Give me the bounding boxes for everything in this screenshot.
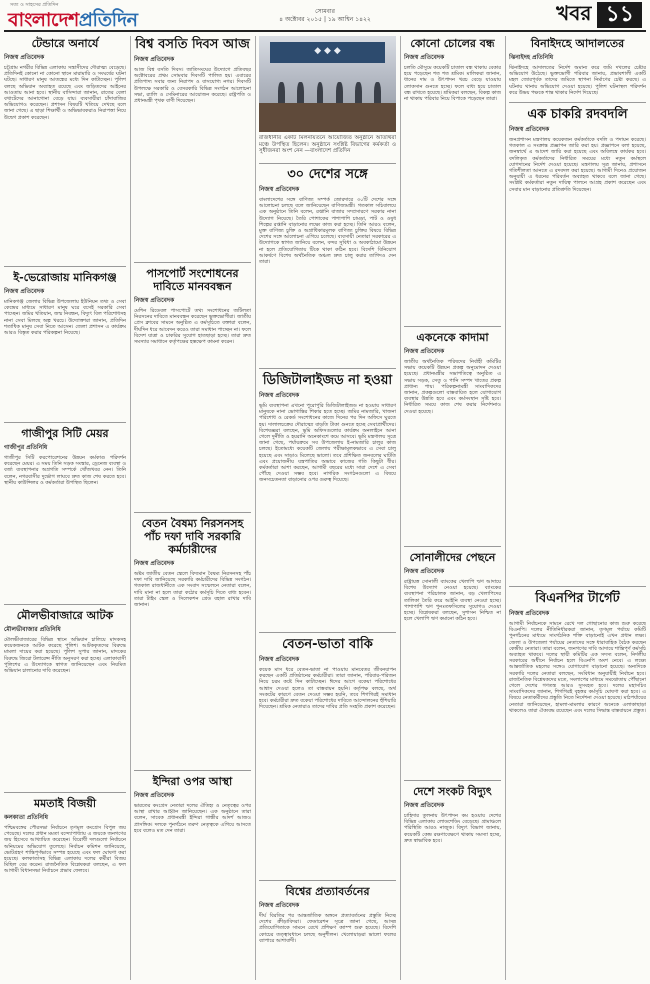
headline: একনেকে কাদামা (416, 331, 489, 344)
byline: নিজস্ব প্রতিবেদক (4, 54, 45, 61)
photo-person (297, 82, 304, 105)
headline: দেশে সংকট বিদ্যুৎ (413, 785, 492, 798)
headline: মমতাই বিজয়ী (34, 797, 96, 810)
article-body: কয়েক মাস ধরে বেতন-ভাতা না পাওয়ায় মানবেতর জীবনযাপন করছেন একটি প্রতিষ্ঠানের কর্মচারীরা। তারা জানান, পরিবার-পরিজন নিয়ে চরম কষ্টে দিন কাটাচ্ছেন। ঈদের আগে বকেয়া পরিশোধের আশ্বাস দেওয়া হলেও তা বাস্তবায়ন হয়নি। কর্তৃপক্ষ বলছে, অর্থ সংকটের কারণে বেতন দেওয়া সম্ভব হয়নি, তবে শিগগিরই সমাধান হবে। কর্মচারীরা দ্রুত বকেয়া পরিশোধের দাবিতে আন্দোলনের হুঁশিয়ারি দিয়েছেন। শ্রমিক নেতারাও তাদের দাবির প্রতি সংহতি প্রকাশ করেছেন। (259, 667, 396, 711)
article-a1[interactable] (4, 36, 126, 264)
headline: পাসপোর্ট সংশোধনের দাবিতে মানববন্ধন (146, 267, 239, 293)
page-number: ১১ (597, 2, 642, 28)
section-name: খবর (556, 0, 592, 25)
article-divider (259, 632, 396, 633)
headline: বিএনপির টার্গেট (535, 591, 620, 606)
article-d3[interactable] (404, 550, 501, 734)
logo-main: বাংলাদেশ (8, 9, 79, 31)
photo-person (355, 82, 362, 105)
headline: কোনো চোলের বন্ধ (410, 37, 495, 50)
article-body: গাজীপুর সিটি করপোরেশনের উন্নয়ন কর্মকাণ্ড পরিদর্শন করেছেন মেয়র। এ সময় তিনি সড়ক সংস্কার, ড্রেনেজ ব্যবস্থা ও বর্জ্য ব্যবস্থাপনার অগ্রগতি সম্পর্কে খোঁজখবর নেন। তিনি বলেন, নগরবাসীর দুর্ভোগ লাঘবে দ্রুত কাজ শেষ করতে হবে। স্থানীয় কাউন্সিলর ও কর্মকর্তারা উপস্থিত ছিলেন। (4, 455, 126, 486)
article-body: আগামী নির্বাচনকে সামনে রেখে দল গোছানোর কাজ শুরু করেছে বিএনপি। দলের নীতিনির্ধারকরা জানান, তৃণমূল পর্যায়ে কমিটি পুনর্গঠনের মাধ্যমে সাংগঠনিক শক্তি বাড়ানোই এখন প্রধান লক্ষ্য। জেলা ও উপজেলা পর্যায়ের নেতাদের সঙ্গে ধারাবাহিক বৈঠক করছেন কেন্দ্রীয় নেতারা। তারা বলেন, জনগণের দাবি আদায়ে শান্তিপূর্ণ কর্মসূচি অব্যাহত থাকবে। দলের স্থায়ী কমিটির এক সদস্য বলেন, নির্দলীয় সরকারের অধীনে নির্বাচন হলে বিএনপি অংশ নেবে। এ লক্ষ্যে আন্তর্জাতিক মহলের সঙ্গেও যোগাযোগ বাড়ানো হয়েছে। অন্যদিকে সরকারি দলের নেতারা বলছেন, সংবিধান অনুযায়ীই নির্বাচন হবে। রাজনৈতিক বিশ্লেষকদের মতে, সংলাপের মাধ্যমে সমঝোতায় পৌঁছানো গেলে দেশের গণতন্ত্র আরও সুসংহত হবে। দলের মহাসচিব সাংবাদিকদের জানান, শিগগিরই বৃহত্তর কর্মসূচি ঘোষণা করা হবে। এ বিষয়ে নেতাকর্মীদের প্রস্তুতি নিতে নির্দেশনা দেওয়া হয়েছে। মাঠপর্যায়ের নেতারা জানিয়েছেন, হামলা-মামলার কারণে অনেকে এলাকাছাড়া থাকলেও তারা ঐক্যবদ্ধ রয়েছেন এবং দলের সিদ্ধান্ত বাস্তবায়নে প্রস্তুত। (509, 621, 646, 714)
logo-accent: প্রতিদিন (78, 9, 138, 31)
photo-person (374, 82, 381, 105)
article-body: জনপ্রশাসন মন্ত্রণালয় কয়েকজন কর্মকর্তাকে বদলি ও পদায়ন করেছে। গতকাল এ সংক্রান্ত প্রজ্ঞাপন জারি করা হয়। প্রজ্ঞাপনে বলা হয়েছে, জনস্বার্থে এ আদেশ জারি করা হয়েছে এবং অবিলম্বে কার্যকর হবে। বদলিকৃত কর্মকর্তাদের নির্ধারিত সময়ের মধ্যে নতুন কর্মস্থলে যোগদানের নির্দেশ দেওয়া হয়েছে। মন্ত্রণালয় সূত্র জানায়, প্রশাসনে গতিশীলতা আনতে এ রদবদল করা হয়েছে। আগামী দিনেও প্রয়োজন অনুযায়ী এ ধরনের পরিবর্তন অব্যাহত থাকবে বলে জানা গেছে। সংশ্লিষ্ট কর্মকর্তারা নতুন দায়িত্ব পালনে আগ্রহ প্রকাশ করেছেন এবং সেবার মান বাড়ানোর প্রতিশ্রুতি দিয়েছেন। (509, 137, 646, 193)
column-divider (255, 36, 256, 980)
article-divider (4, 266, 126, 267)
column-divider (130, 36, 131, 980)
article-e3[interactable] (509, 590, 646, 980)
photo-person (336, 82, 343, 105)
headline: ৩০ দেশের সঙ্গে (287, 167, 368, 182)
byline: নিজস্ব প্রতিবেদক (134, 56, 175, 63)
article-e2[interactable] (509, 106, 646, 394)
article-b3[interactable] (134, 516, 251, 756)
article-divider (134, 770, 251, 771)
headline: ইন্দিরা ওপর আস্থা (152, 775, 233, 788)
article-divider (259, 163, 396, 164)
article-d2[interactable] (404, 330, 501, 520)
byline: নিজস্ব প্রতিবেদক (4, 288, 45, 295)
photo-person (278, 82, 285, 105)
article-b2[interactable] (134, 266, 251, 426)
logo-tagline: সত্য ও সাহসের প্রতিদিন (10, 2, 59, 8)
byline: নিজস্ব প্রতিবেদক (134, 297, 175, 304)
headline: টেন্ডারে অনার্যে (31, 37, 99, 50)
byline: নিজস্ব প্রতিবেদক (509, 126, 550, 133)
byline: নিজস্ব প্রতিবেদক (259, 902, 300, 909)
column-divider (505, 36, 506, 980)
headline: সোনালীদের পেছনে (409, 551, 496, 564)
photo-caption: রাজধানীর একটি মিলনায়তনে আয়োজিত অনুষ্ঠানে অতিথিরা মঞ্চে উপস্থিত ছিলেন। অনুষ্ঠানে সংশ্লিষ্ট বিভাগের কর্মকর্তা ও সুধীজনরা অংশ নেন —বাংলাদেশ প্রতিদিন (259, 135, 396, 154)
photo-caption-block (259, 135, 396, 161)
article-divider (134, 512, 251, 513)
byline: নিজস্ব প্রতিবেদক (509, 610, 550, 617)
banner-text: ◆ ◆ ◆ (314, 45, 341, 56)
article-body: চট্টগ্রাম নগরীর বিভিন্ন এলাকায় সন্ত্রাসীদের দৌরাত্ম্য বেড়েছে। প্রতিদিনই কোনো না কোনো স্থানে মারামারি ও সংঘর্ষের ঘটনা ঘটছে। সাধারণ মানুষ আতঙ্কের মধ্যে দিন কাটাচ্ছেন। পুলিশ বলছে অভিযান অব্যাহত রয়েছে এবং জড়িতদের আইনের আওতায় আনা হবে। স্থানীয় বাসিন্দারা জানান, রাতের বেলা বখাটেদের আনাগোনা বেড়ে যায়। ব্যবসায়ীরা চাঁদাবাজির অভিযোগও করেছেন। প্রশাসন বিষয়টি খতিয়ে দেখছে বলে জানা গেছে। এ ছাড়া শিক্ষার্থী ও অভিভাবকরাও নিরাপত্তা নিয়ে উদ্বেগ প্রকাশ করেছেন। (4, 65, 126, 121)
byline: কলকাতা প্রতিনিধি (4, 814, 49, 821)
article-c3[interactable] (259, 636, 396, 796)
byline: ঝিনাইদহ প্রতিনিধি (509, 54, 554, 61)
date-line (0, 8, 650, 24)
article-body: মৌলভীবাজারের বিভিন্ন স্থানে অভিযান চালিয়ে মাদকসহ কয়েকজনকে আটক করেছে পুলিশ। আটককৃতদের বিরুদ্ধে মামলা দায়ের করা হয়েছে। পুলিশ সুপার জানান, মাদকের বিরুদ্ধে জিরো টলারেন্স নীতি অনুসরণ করা হচ্ছে। এলাকাবাসী পুলিশের এ উদ্যোগকে স্বাগত জানিয়েছেন এবং নিয়মিত অভিযান চালানোর দাবি করেছেন। (4, 637, 126, 675)
article-divider (4, 604, 126, 605)
headline: বেতন বৈষম্য নিরসনসহ পাঁচ দফা দাবি সরকারি কর্মচারীদের (141, 517, 244, 556)
article-body: অষ্টম জাতীয় বেতন স্কেলে বিদ্যমান বৈষম্য নিরসনসহ পাঁচ দফা দাবি জানিয়েছে সরকারি কর্মচারীদের বিভিন্ন সংগঠন। গতকাল রাজধানীতে এক সংবাদ সম্মেলনে নেতারা বলেন, দাবি মানা না হলে তারা কঠোর কর্মসূচি দিতে বাধ্য হবেন। তারা টাইম স্কেল ও সিলেকশন গ্রেড বহাল রাখার দাবি জানান। (134, 571, 251, 609)
article-body: রাষ্ট্রায়ত্ত সোনালী ব্যাংকের খেলাপি ঋণ আদায়ে বিশেষ উদ্যোগ নেওয়া হয়েছে। ব্যাংকের ব্যবস্থাপনা পরিচালক জানান, বড় খেলাপিদের তালিকা তৈরি করে আইনি ব্যবস্থা নেওয়া হচ্ছে। পাশাপাশি ঋণ পুনঃতফসিলের সুযোগও দেওয়া হচ্ছে। বিশ্লেষকরা বলছেন, সুশাসন নিশ্চিত না হলে খেলাপি ঋণ কমানো কঠিন হবে। (404, 579, 501, 623)
article-a3[interactable] (4, 426, 126, 602)
article-body: আজ বিশ্ব বসতি দিবস। জাতিসংঘের উদ্যোগে প্রতিবছর অক্টোবরের প্রথম সোমবার দিবসটি পালিত হয়। এবারের প্রতিপাদ্য সবার জন্য নিরাপদ ও বাসযোগ্য নগর। দিবসটি উপলক্ষে সরকারি ও বেসরকারি বিভিন্ন সংগঠন আলোচনা সভা, র‌্যালি ও সেমিনারের আয়োজন করেছে। রাষ্ট্রপতি ও প্রধানমন্ত্রী পৃথক বাণী দিয়েছেন। (134, 67, 251, 105)
article-body: ঝিনাইদহে আদালতের নির্দেশ অমান্য করে জমি দখলের চেষ্টার অভিযোগ উঠেছে। ভুক্তভোগী পরিবার জানায়, প্রভাবশালী একটি মহল জোরপূর্বক তাদের জমিতে স্থাপনা নির্মাণের চেষ্টা করছে। এ ঘটনায় থানায় অভিযোগ দেওয়া হয়েছে। পুলিশ ঘটনাস্থল পরিদর্শন করে উভয় পক্ষকে শান্ত থাকার নির্দেশ দিয়েছে। (509, 65, 646, 96)
article-divider (509, 586, 646, 587)
byline: নিজস্ব প্রতিবেদক (404, 54, 445, 61)
headline: ডিজিটালাইজড না হওয়া (262, 373, 393, 388)
byline: নিজস্ব প্রতিবেদক (404, 802, 445, 809)
publication-date: ৪ অক্টোবর ২০১৫ | ১৯ আশ্বিন ১৪২২ (279, 16, 371, 23)
article-d1[interactable] (404, 36, 501, 232)
headline: বিনাইদহে আদালতের (530, 37, 625, 50)
headline: ই-ভেরোজায় মানিকগঞ্জ (13, 271, 117, 284)
article-a4[interactable] (4, 608, 126, 790)
column-divider (400, 36, 401, 980)
headline: গাজীপুর সিটি মেয়র (21, 427, 109, 440)
article-divider (4, 792, 126, 793)
article-a2[interactable] (4, 270, 126, 420)
byline: গাজীপুর প্রতিনিধি (4, 444, 48, 451)
byline: নিজস্ব প্রতিবেদক (404, 568, 445, 575)
article-e1[interactable] (509, 36, 646, 100)
article-divider (404, 546, 501, 547)
article-b4[interactable] (134, 774, 251, 980)
section-header (556, 2, 642, 28)
byline: নিজস্ব প্রতিবেদক (259, 392, 300, 399)
masthead-rule (4, 30, 646, 32)
byline: মৌলভীবাজার প্রতিনিধি (4, 626, 61, 633)
byline: নিজস্ব প্রতিবেদক (404, 348, 445, 355)
headline: এক চাকরি রদবদলি (527, 107, 628, 122)
headline: বেতন-ভাতা বাকি (282, 637, 373, 652)
article-divider (509, 102, 646, 103)
news-photo[interactable] (259, 36, 396, 132)
article-body: দীর্ঘ বিরতির পর আন্তর্জাতিক অঙ্গনে প্রত্যাবর্তনের প্রস্তুতি নিচ্ছে দেশের ক্রীড়াবিদরা। ফেডারেশন সূত্রে জানা গেছে, আসন্ন প্রতিযোগিতাকে সামনে রেখে প্রশিক্ষণ ক্যাম্প শুরু হয়েছে। বিদেশি কোচের তত্ত্বাবধানে চলছে অনুশীলন। খেলোয়াড়রা ভালো ফলের ব্যাপারে আশাবাদী। (259, 913, 396, 944)
byline: নিজস্ব প্রতিবেদক (134, 560, 175, 567)
photo-table (259, 103, 396, 132)
headline: বিশ্বের প্রত্যাবর্তনের (285, 885, 370, 898)
article-body: পশ্চিমবঙ্গের পৌরসভা নির্বাচনে তৃণমূল কংগ্রেস বিপুল জয় পেয়েছে। দলের প্রধান মমতা বন্দ্যোপাধ্যায় এ জয়কে জনগণের জয় হিসেবে আখ্যায়িত করেছেন। বিরোধী দলগুলো নির্বাচনে অনিয়মের অভিযোগ তুলেছে। নির্বাচন কমিশন জানিয়েছে, ভোটগ্রহণ শান্তিপূর্ণভাবে সম্পন্ন হয়েছে এবং ফল ঘোষণা করা হয়েছে। কলকাতাসহ বিভিন্ন এলাকায় দলের কর্মীরা বিজয় মিছিল বের করেন। রাজনৈতিক বিশ্লেষকরা বলছেন, এ ফল আগামী বিধানসভা নির্বাচনে প্রভাব ফেলবে। (4, 825, 126, 875)
weekday: সোমবার (315, 8, 335, 15)
article-divider (259, 368, 396, 369)
article-divider (4, 422, 126, 423)
article-body: মেশিন রিডেবল পাসপোর্টে তথ্য সংশোধনের জটিলতা নিরসনের দাবিতে মানববন্ধন করেছেন ভুক্তভোগীরা। জাতীয় প্রেস ক্লাবের সামনে অনুষ্ঠিত এ কর্মসূচিতে বক্তারা বলেন, দীর্ঘদিন ধরে আবেদন করেও তারা সমাধান পাচ্ছেন না। ফলে বিদেশ যাত্রা ও চাকরির সুযোগ হাতছাড়া হচ্ছে। তারা দ্রুত সমস্যার সমাধানে কর্তৃপক্ষের হস্তক্ষেপ কামনা করেন। (134, 308, 251, 346)
article-c2[interactable] (259, 372, 396, 630)
article-divider (259, 880, 396, 881)
article-c1[interactable] (259, 166, 396, 366)
article-divider (404, 326, 501, 327)
article-divider (404, 780, 501, 781)
article-body: চলতি মৌসুমে কয়েকটি চাতাল বন্ধ থাকায় বেকার হয়ে পড়েছেন শত শত শ্রমিক। মালিকরা জানান, ধানের দাম ও উৎপাদন খরচ বেড়ে যাওয়ায় লোকসান গুনতে হচ্ছে। ফলে বাধ্য হয়ে চাতাল বন্ধ রাখতে হয়েছে। শ্রমিকরা বলছেন, বিকল্প কাজ না থাকায় পরিবার নিয়ে বিপাকে পড়েছেন তারা। (404, 65, 501, 103)
article-a5[interactable] (4, 796, 126, 980)
byline: নিজস্ব প্রতিবেদক (134, 792, 175, 799)
byline: নিজস্ব প্রতিবেদক (259, 656, 300, 663)
article-c4[interactable] (259, 884, 396, 980)
article-body: ভূমি ব্যবস্থাপনা এখনো পুরোপুরি ডিজিটালাইজড না হওয়ায় সাধারণ মানুষকে নানা ভোগান্তির শিকার হতে হচ্ছে। জমির নামজারি, খাজনা পরিশোধ ও রেকর্ড সংশোধনের কাজে দিনের পর দিন অফিসে ঘুরতে হয়। দালালচক্রের দৌরাত্ম্যে বাড়তি টাকা গুনতে হচ্ছে সেবাপ্রার্থীদের। বিশেষজ্ঞরা বলছেন, ভূমি অফিসগুলোর কার্যক্রম অনলাইনে আনা গেলে দুর্নীতি ও হয়রানি অনেকাংশে কমে আসবে। ভূমি মন্ত্রণালয় সূত্রে জানা গেছে, পর্যায়ক্রমে সব উপজেলায় ই-নামজারি চালুর কাজ চলছে। ইতোমধ্যে কয়েকটি জেলায় পরীক্ষামূলকভাবে এ সেবা চালু হয়েছে এবং সাড়াও মিলেছে ভালো। তবে প্রশিক্ষিত জনবলের ঘাটতি এবং প্রয়োজনীয় যন্ত্রপাতির অভাবে কাজের গতি কিছুটা ধীর। কর্মকর্তারা আশা করছেন, আগামী বছরের মধ্যে সারা দেশে এ সেবা পৌঁছে দেওয়া সম্ভব হবে। নাগরিক সংগঠনগুলো এ বিষয়ে জনসচেতনতা বাড়ানোর ওপর গুরুত্ব দিয়েছে। (259, 403, 396, 484)
article-body: ভারতের কংগ্রেস নেতারা দলের ঐতিহ্য ও নেতৃত্বের ওপর আস্থা রাখার আহ্বান জানিয়েছেন। এক অনুষ্ঠানে তারা বলেন, সাবেক প্রধানমন্ত্রী ইন্দিরা গান্ধীর আদর্শ আজও প্রাসঙ্গিক। দলকে পুনর্গঠনে তরুণ নেতৃত্বকে এগিয়ে আসতে হবে বলেও মত দেন তারা। (134, 803, 251, 834)
article-b1[interactable] (134, 36, 251, 176)
byline: নিজস্ব প্রতিবেদক (259, 186, 300, 193)
article-body: চাহিদার তুলনায় উৎপাদন কম হওয়ায় দেশের বিভিন্ন এলাকায় লোডশেডিং বেড়েছে। গ্রামাঞ্চলে পরিস্থিতি আরও নাজুক। বিদ্যুৎ বিভাগ জানায়, কয়েকটি কেন্দ্র রক্ষণাবেক্ষণে থাকায় সমস্যা হচ্ছে, দ্রুত স্বাভাবিক হবে। (404, 813, 501, 844)
article-d4[interactable] (404, 784, 501, 980)
article-divider (134, 262, 251, 263)
article-body: বাংলাদেশের সঙ্গে বাণিজ্য সম্পর্ক জোরদারে ৩০টি দেশের সঙ্গে আলোচনা চলছে বলে জানিয়েছেন বাণিজ্যমন্ত্রী। গতকাল সচিবালয়ে এক অনুষ্ঠানে তিনি বলেন, রপ্তানি বাজার সম্প্রসারণে সরকার নানা উদ্যোগ নিয়েছে। তৈরি পোশাকের পাশাপাশি চামড়া, পাট ও ওষুধ শিল্পের রপ্তানি বাড়ানোর লক্ষ্যে কাজ করা হচ্ছে। তিনি আরও বলেন, মুক্ত বাণিজ্য চুক্তি ও অগ্রাধিকারমূলক বাণিজ্য চুক্তির বিষয়ে বিভিন্ন দেশের সঙ্গে আলোচনা এগিয়ে চলেছে। ব্যবসায়ী নেতারা সরকারের এ উদ্যোগকে স্বাগত জানিয়ে বলেন, বন্দর সুবিধা ও অবকাঠামো উন্নয়ন না হলে প্রতিযোগিতায় টিকে থাকা কঠিন হবে। বিদেশি বিনিয়োগ আকর্ষণে বিশেষ অর্থনৈতিক অঞ্চল দ্রুত চালু করার তাগিদও দেন তারা। (259, 197, 396, 266)
headline: মৌলভীবাজারে আটক (16, 609, 114, 622)
article-body: জাতীয় অর্থনৈতিক পরিষদের নির্বাহী কমিটির সভায় কয়েকটি উন্নয়ন প্রকল্প অনুমোদন দেওয়া হয়েছে। প্রধানমন্ত্রীর সভাপতিত্বে অনুষ্ঠিত এ সভায় সড়ক, সেতু ও পানি সম্পদ খাতের প্রকল্প প্রাধান্য পায়। পরিকল্পনামন্ত্রী সাংবাদিকদের জানান, প্রকল্পগুলো বাস্তবায়িত হলে যোগাযোগ ব্যবস্থার উন্নতি হবে এবং কর্মসংস্থান সৃষ্টি হবে। নির্ধারিত সময়ে কাজ শেষ করার নির্দেশনাও দেওয়া হয়েছে। (404, 359, 501, 415)
headline: বিশ্ব বসতি দিবস আজ (135, 37, 250, 52)
article-body: মানিকগঞ্জ জেলার বিভিন্ন উপজেলায় ইউনিয়ন তথ্য ও সেবা কেন্দ্রের মাধ্যমে সাধারণ মানুষ ঘরে বসেই সরকারি সেবা পাচ্ছেন। জমির খতিয়ান, জন্ম নিবন্ধন, বিদ্যুৎ বিল পরিশোধসহ নানা সেবা মিলছে অল্প খরচে। উদ্যোক্তারা জানান, প্রতিদিন শতাধিক মানুষ সেবা নিতে আসেন। জেলা প্রশাসন এ কার্যক্রম আরও বিস্তৃত করার পরিকল্পনা নিয়েছে। (4, 299, 126, 337)
photo-banner (270, 42, 385, 63)
photo-person (317, 82, 324, 105)
